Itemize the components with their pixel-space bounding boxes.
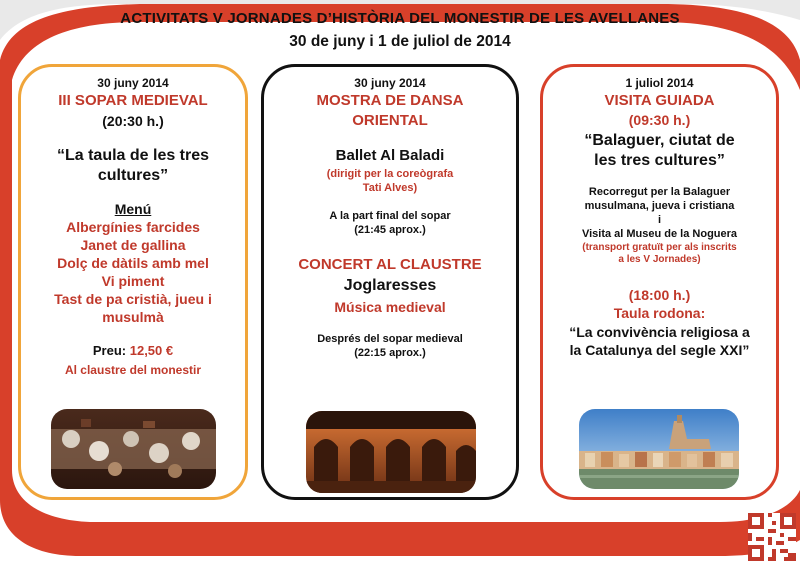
menu-item: musulmà: [102, 309, 164, 325]
round-table-label: Taula rodona:: [613, 305, 706, 321]
menu-item: Vi piment: [101, 273, 165, 289]
card2-title-line2: ORIENTAL: [352, 112, 428, 129]
page-title: ACTIVITATS V JORNADES D’HISTÒRIA DEL MONESTIR DE LES AVELLANES: [120, 10, 680, 27]
card-visita-guiada: [540, 64, 779, 500]
dance-when-line2: (21:45 aprox.): [354, 224, 426, 236]
card-dansa-oriental: [261, 64, 519, 500]
card3-quote-line1: “Balaguer, ciutat de: [584, 132, 735, 149]
menu-item: Dolç de dàtils amb mel: [57, 255, 209, 271]
medieval-dinner-photo: [51, 409, 216, 489]
tour-desc-line3: i: [657, 214, 662, 226]
director-line1: (dirigit per la coreògrafa: [326, 168, 454, 180]
price: [21, 343, 245, 358]
menu-heading: Menú: [114, 201, 152, 217]
card3-title: VISITA GUIADA: [604, 92, 715, 109]
card3-time: (09:30 h.): [628, 112, 691, 128]
concert-when-line1: Després del sopar medieval: [317, 333, 463, 345]
card1-quote-line1: “La taula de les tres: [56, 147, 210, 164]
concert-genre: Música medieval: [334, 299, 446, 315]
price-value: 12,50 €: [129, 343, 174, 358]
tour-desc-line1: Recorregut per la Balaguer: [588, 186, 731, 198]
dance-when-line1: A la part final del sopar: [329, 210, 451, 222]
menu-item: Albergínies farcides: [66, 219, 200, 235]
card1-time: (20:30 h.): [102, 113, 164, 129]
card1-title: III SOPAR MEDIEVAL: [58, 92, 208, 109]
header: [0, 10, 800, 51]
cloister-photo: [306, 411, 476, 493]
round-table-quote-line1: “La convivència religiosa a: [569, 324, 750, 340]
performer: Ballet Al Baladi: [335, 147, 445, 164]
card1-date: 30 juny 2014: [97, 76, 169, 90]
director-line2: Tati Alves): [362, 182, 418, 194]
tour-desc-line4: Visita al Museu de la Noguera: [581, 228, 738, 240]
round-table-quote-line2: la Catalunya del segle XXI”: [569, 342, 750, 358]
card2-title-line1: MOSTRA DE DANSA: [316, 92, 464, 109]
card3-quote-line2: les tres cultures”: [594, 152, 725, 169]
concert-group: Joglaresses: [343, 277, 437, 294]
concert-title: CONCERT AL CLAUSTRE: [298, 256, 482, 273]
transport-line1: (transport gratuït per als inscrits: [582, 242, 737, 253]
menu-item: Tast de pa cristià, jueu i: [54, 291, 212, 307]
transport-line2: a les V Jornades): [618, 254, 701, 265]
card2-date: 30 juny 2014: [354, 76, 426, 90]
card1-quote-line2: cultures”: [97, 167, 169, 184]
balaguer-town-photo: [579, 409, 739, 489]
card3-date: 1 juliol 2014: [625, 76, 694, 90]
concert-when-line2: (22:15 aprox.): [354, 347, 426, 359]
tour-desc-line2: musulmana, jueva i cristiana: [584, 200, 735, 212]
qr-code: [748, 513, 796, 561]
price-label: Preu:: [92, 343, 127, 358]
card1-place: Al claustre del monestir: [64, 363, 202, 377]
card-sopar-medieval: [18, 64, 248, 500]
page-dates: 30 de juny i 1 de juliol de 2014: [289, 33, 511, 50]
card3-time2: (18:00 h.): [628, 287, 691, 303]
menu-item: Janet de gallina: [80, 237, 186, 253]
